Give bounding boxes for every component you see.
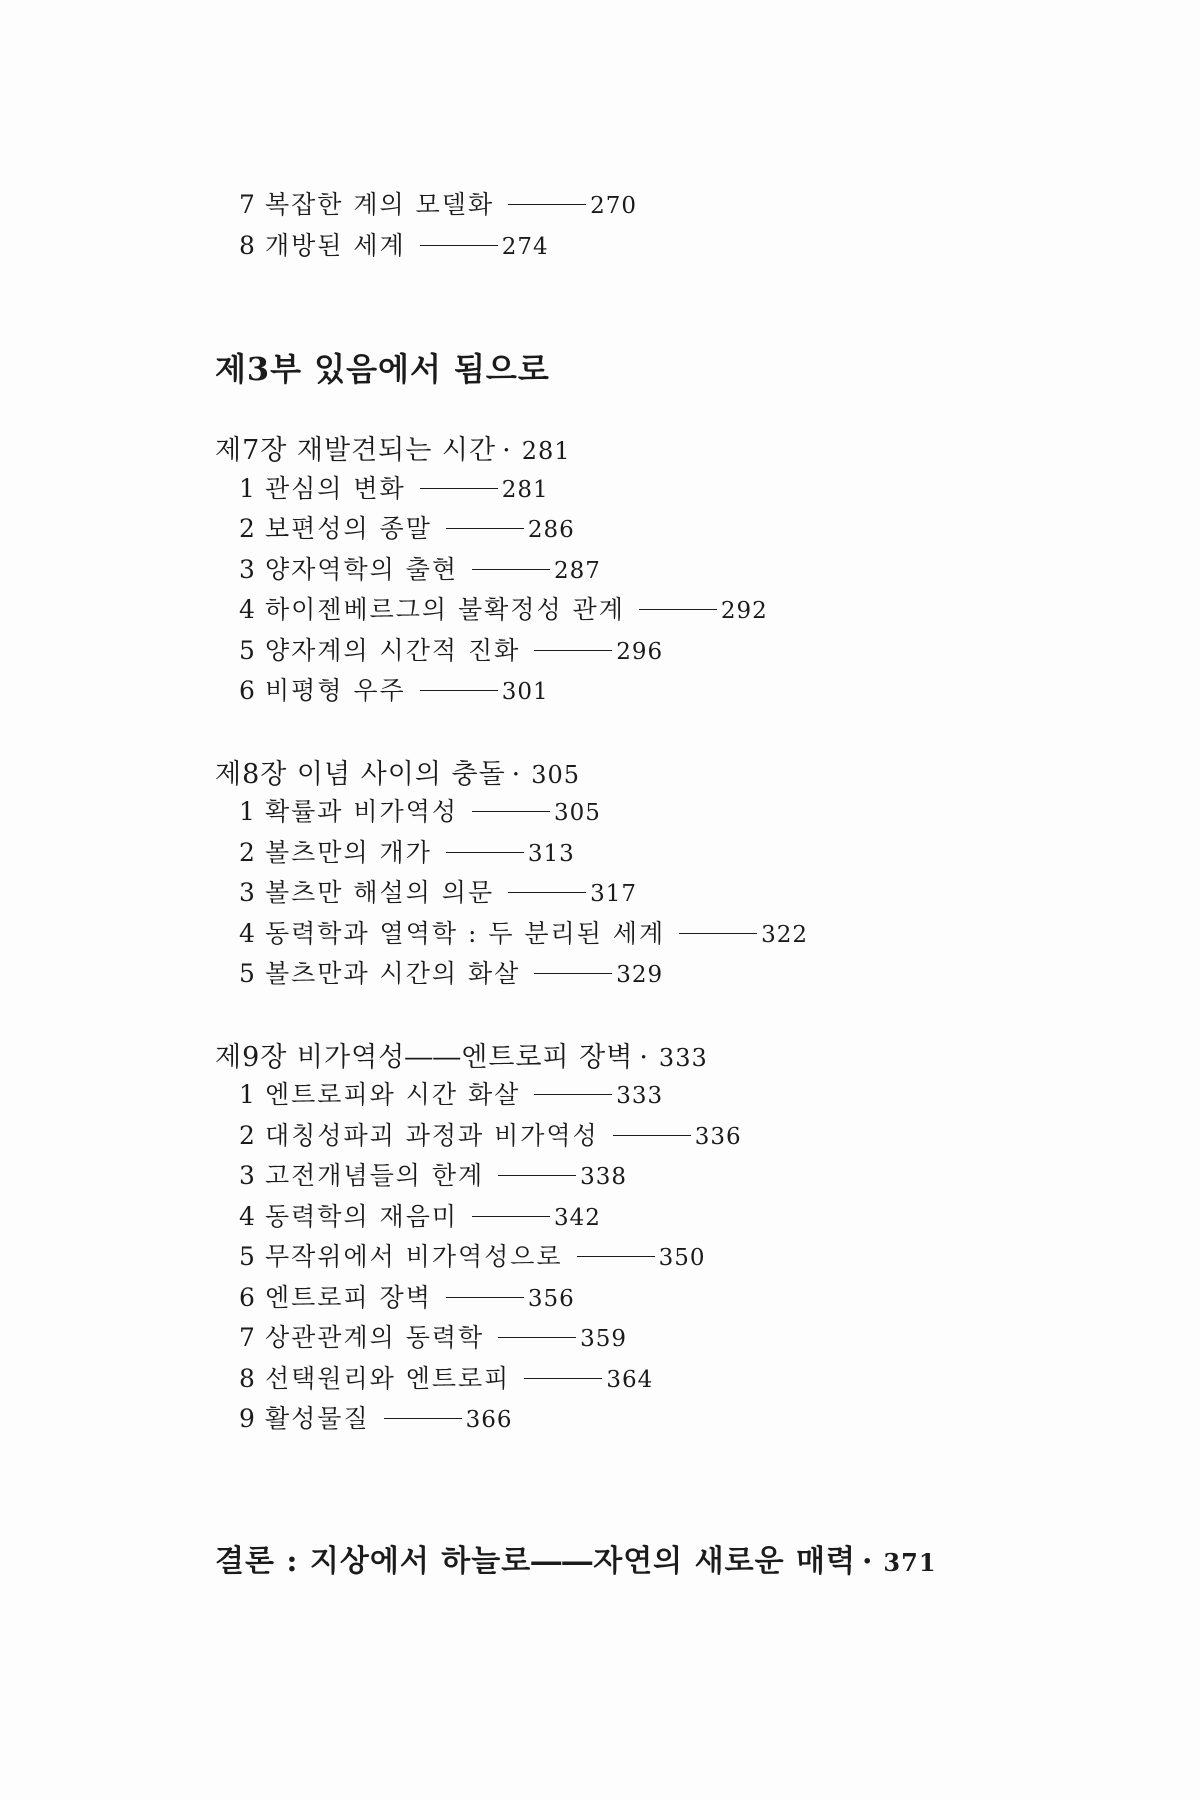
toc-entry [215,873,1115,914]
entry-number: 1 [239,473,257,503]
entry-number: 4 [239,1201,257,1231]
leader-dash [613,1135,691,1136]
toc-entry [215,914,1115,955]
leader-dash [639,609,717,610]
entry-number: 5 [239,635,257,665]
entry-number: 4 [239,918,257,948]
entry-page: 359 [580,1326,628,1352]
entry-number: 7 [239,190,257,219]
chapter-heading [215,428,1115,469]
chapter-title: 제7장 재발견되는 시간 [215,435,497,466]
toc-entry [215,509,1115,550]
entry-title: 활성물질 [265,1404,370,1433]
bullet-dot: · [511,758,522,790]
entry-page: 286 [527,517,575,543]
entry-number: 2 [239,514,257,543]
entry-page: 329 [616,962,664,988]
toc-entry [215,954,1115,995]
entry-title: 대칭성파괴 과정과 비가역성 [265,1120,599,1150]
entry-number: 3 [239,1161,257,1190]
entry-page: 356 [527,1285,575,1312]
conclusion-page: 371 [883,1547,937,1577]
entry-title: 양자계의 시간적 진화 [265,635,521,665]
entry-page: 342 [554,1204,601,1231]
entry-title: 동력학과 열역학 : 두 분리된 세계 [265,918,666,948]
leader-dash [508,204,586,205]
entry-page: 350 [658,1245,706,1271]
leader-dash [534,650,612,651]
chapter-page: 281 [521,437,571,465]
toc-entry [215,590,1115,631]
entry-page: 305 [554,800,601,826]
entry-title: 무작위에서 비가역성으로 [265,1242,563,1271]
entry-number: 6 [239,1282,257,1312]
entry-title: 상관관계의 동력학 [265,1323,485,1352]
entry-title: 엔트로피 장벽 [265,1282,432,1312]
entry-number: 2 [239,1120,257,1150]
entry-number: 6 [239,676,257,705]
chapter-heading [215,752,1115,793]
toc-entry [215,185,1115,226]
leader-dash [446,528,524,529]
toc-entry [215,1075,1115,1116]
entry-title: 하이젠베르그의 불확정성 관계 [265,595,625,624]
toc-entry [215,1278,1115,1319]
entry-number: 5 [239,959,257,988]
entry-title: 볼츠만 해설의 의문 [265,878,495,907]
table-of-contents [215,185,1115,1580]
entry-page: 366 [465,1407,513,1433]
entry-page: 287 [554,557,601,584]
toc-entry [215,1359,1115,1400]
entry-number: 8 [239,1363,257,1393]
entry-title: 볼츠만과 시간의 화살 [265,959,521,988]
entry-number: 1 [239,797,257,826]
bullet-dot: · [502,435,512,466]
entry-title: 볼츠만의 개가 [265,837,432,867]
entry-number: 4 [239,595,257,624]
entry-number: 2 [239,837,257,867]
leader-dash [577,1256,655,1257]
entry-page: 317 [590,881,638,907]
leader-dash [498,1175,576,1176]
leader-dash [472,1216,550,1217]
section-gap [215,995,1115,1035]
leader-dash [498,1337,576,1338]
chapter-title: 제8장 이념 사이의 충돌 [215,758,506,790]
toc-entry [215,1399,1115,1440]
entry-page: 274 [501,233,549,260]
entry-number: 8 [239,230,257,260]
toc-entry [215,1318,1115,1359]
toc-entry [215,226,1115,267]
entry-title: 비평형 우주 [265,676,406,705]
leader-dash [472,569,550,570]
entry-page: 292 [720,598,768,624]
toc-entry [215,631,1115,672]
entry-title: 고전개념들의 한계 [265,1161,485,1190]
entry-page: 296 [616,638,664,665]
toc-entry [215,1116,1115,1157]
leader-dash [534,973,612,974]
entry-title: 확률과 비가역성 [265,797,458,826]
leader-dash [472,811,550,812]
toc-entry [215,671,1115,712]
section-gap [215,712,1115,752]
entry-page: 281 [501,476,549,503]
chapter-title: 제9장 비가역성――엔트로피 장벽 [215,1041,634,1073]
leader-dash [446,1297,524,1298]
entry-number: 7 [239,1323,257,1352]
leader-dash [420,690,498,691]
chapter-heading [215,1035,1115,1076]
entry-page: 333 [616,1083,664,1109]
entry-page: 338 [580,1164,628,1190]
part-title: 제3부 있음에서 됨으로 [215,350,550,388]
leader-dash [420,488,498,489]
entry-number: 3 [239,878,257,907]
entry-title: 엔트로피와 시간 화살 [265,1080,521,1109]
entry-page: 313 [527,840,575,867]
entry-title: 보편성의 종말 [265,514,432,543]
toc-entry [215,833,1115,874]
entry-title: 양자역학의 출현 [265,554,458,584]
bullet-dot: · [861,1543,874,1579]
entry-title: 동력학의 재음미 [265,1201,458,1231]
entry-number: 3 [239,554,257,584]
toc-entry [215,1237,1115,1278]
entry-page: 336 [694,1123,742,1150]
bullet-dot: · [639,1041,649,1073]
entry-title: 복잡한 계의 모델화 [265,190,495,219]
toc-entry [215,550,1115,591]
entry-title: 선택원리와 엔트로피 [265,1363,511,1393]
leader-dash [446,852,524,853]
leader-dash [534,1094,612,1095]
entry-title: 관심의 변화 [265,473,406,503]
toc-entry [215,792,1115,833]
entry-number: 5 [239,1242,257,1271]
entry-page: 301 [501,679,549,705]
chapter-page: 305 [531,760,581,789]
toc-entry [215,469,1115,510]
toc-entry [215,1156,1115,1197]
toc-entry [215,1197,1115,1238]
conclusion-title: 결론 : 지상에서 하늘로――자연의 새로운 매력 [215,1543,856,1579]
entry-number: 9 [239,1404,257,1433]
chapter-page: 333 [658,1043,708,1072]
entry-page: 364 [606,1366,654,1393]
leader-dash [679,933,757,934]
leader-dash [524,1378,602,1379]
entry-title: 개방된 세계 [265,230,406,260]
entry-page: 270 [590,193,638,219]
leader-dash [508,892,586,893]
entry-page: 322 [761,921,809,948]
leader-dash [420,245,498,246]
conclusion-heading [215,1536,1115,1580]
entry-number: 1 [239,1080,257,1109]
leader-dash [384,1418,462,1419]
